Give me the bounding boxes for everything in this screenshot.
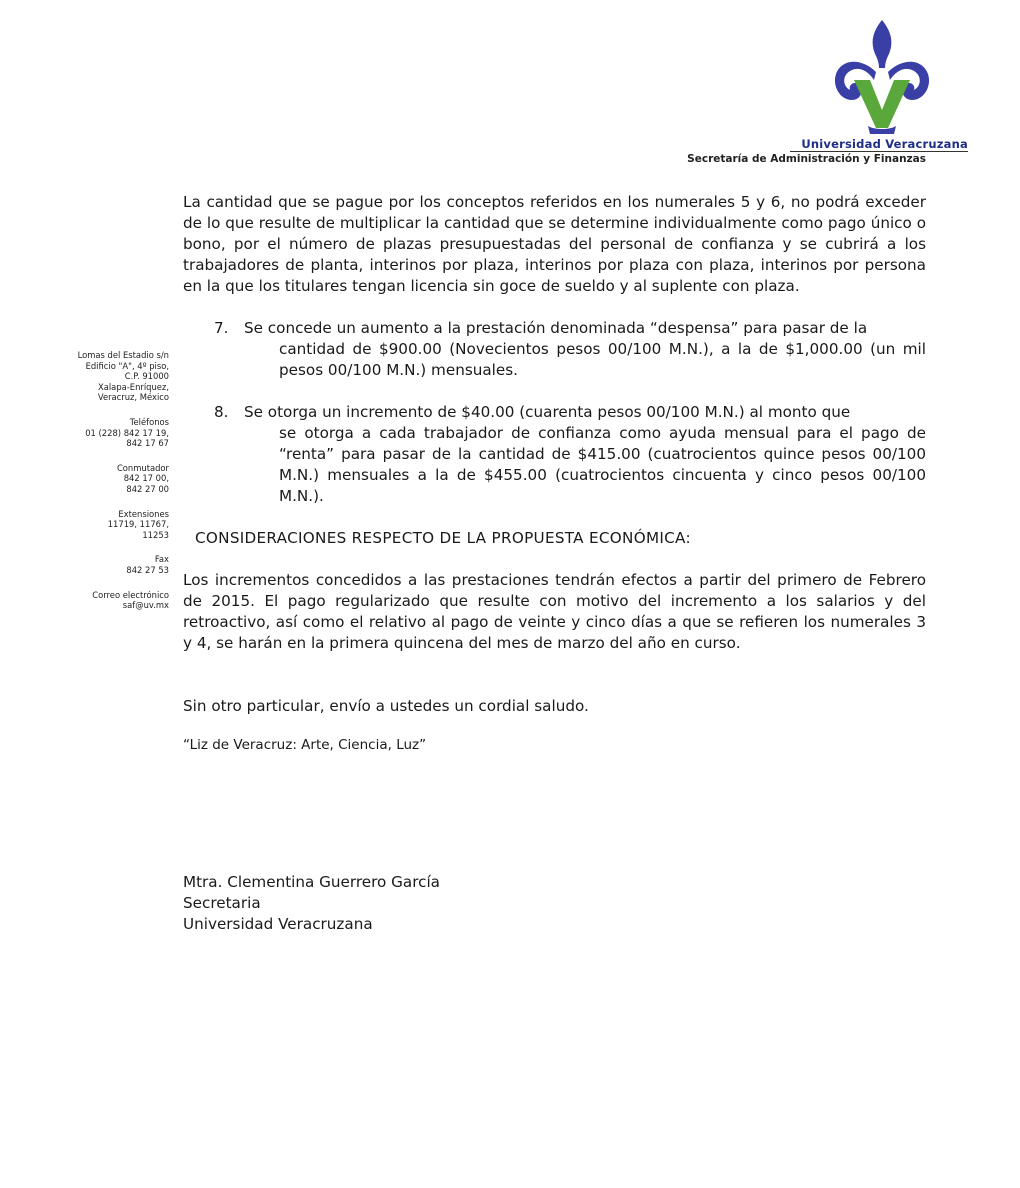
extensions-number: 11253 bbox=[142, 529, 169, 540]
signature-institution: Universidad Veracruzana bbox=[183, 915, 373, 933]
item-text: se otorga a cada trabajador de confianza como ayuda mensual para el pago de “renta” para pasar de la cantidad de $415.00 (cuatrocientos quince pesos 00/100 M.N.) mensuales a la de $455.00 (cuatrocientos cincuenta y cinco pesos 00/100 M.N.). bbox=[279, 424, 926, 505]
extensions-number: 11719, 11767, bbox=[107, 519, 169, 530]
universidad-veracruzana-logo-icon bbox=[832, 18, 932, 136]
intro-paragraph: La cantidad que se pague por los conceptos referidos en los numerales 5 y 6, no podrá exceder de lo que resulte de multiplicar la cantidad que se determine individualmente como pago único o bono, por el número de plazas presupuestadas del personal de confianza y se cubrirá a los trabajadores de planta, interinos por plaza, interinos por plaza con plaza, interinos por persona en la que los titulares tengan licencia sin goce de sueldo y al suplente con plaza. bbox=[183, 193, 926, 295]
extensions-block bbox=[40, 509, 169, 541]
email-address: saf@uv.mx bbox=[122, 600, 169, 611]
phones-block bbox=[40, 417, 169, 449]
email-label: Correo electrónico bbox=[92, 589, 169, 600]
department-name: Secretaría de Administración y Finanzas bbox=[687, 153, 926, 165]
email-block bbox=[40, 590, 169, 611]
address-line: Xalapa-Enríquez, bbox=[97, 381, 169, 392]
switchboard-label: Conmutador bbox=[116, 462, 169, 473]
item-first-line: Se otorga un incremento de $40.00 (cuarenta pesos 00/100 M.N.) al monto que bbox=[244, 403, 851, 421]
phones-label: Teléfonos bbox=[129, 416, 169, 427]
extensions-label: Extensiones bbox=[118, 508, 169, 519]
effects-paragraph: Los incrementos concedidos a las prestaciones tendrán efectos a partir del primero de Febrero de 2015. El pago regularizado que resulte con motivo del incremento a los salarios y del retroactivo, así como el relativo al pago de veinte y cinco días a que se refieren los numerales 3 y 4, se harán en la primera quincena del mes de marzo del año en curso. bbox=[183, 571, 926, 652]
item-text: cantidad de $900.00 (Novecientos pesos 00/100 M.N.), a la de $1,000.00 (un mil pesos 00/100 M.N.) mensuales. bbox=[279, 340, 926, 379]
fax-number: 842 27 53 bbox=[126, 564, 169, 575]
switchboard-block bbox=[40, 463, 169, 495]
institutional-motto: “Liz de Veracruz: Arte, Ciencia, Luz” bbox=[183, 737, 427, 753]
closing-line: Sin otro particular, envío a ustedes un cordial saludo. bbox=[183, 697, 589, 715]
signature-title: Secretaria bbox=[183, 894, 261, 912]
switchboard-number: 842 17 00, bbox=[123, 473, 169, 484]
list-item bbox=[183, 318, 926, 381]
address-line: Veracruz, México bbox=[97, 392, 169, 403]
signature-name: Mtra. Clementina Guerrero García bbox=[183, 873, 440, 891]
switchboard-number: 842 27 00 bbox=[126, 483, 169, 494]
item-first-line: Se concede un aumento a la prestación denominada “despensa” para pasar de la bbox=[244, 319, 868, 337]
fax-label: Fax bbox=[154, 554, 169, 565]
address-line: Edificio "A", 4º piso, bbox=[85, 360, 169, 371]
address-line: C.P. 91000 bbox=[124, 371, 169, 382]
contact-sidebar bbox=[40, 350, 169, 621]
letter-body bbox=[183, 192, 926, 935]
list-item bbox=[183, 402, 926, 507]
letterhead-divider bbox=[790, 151, 968, 152]
address-block bbox=[40, 350, 169, 403]
item-number: 8. bbox=[214, 403, 229, 421]
item-number: 7. bbox=[214, 319, 229, 337]
fax-block bbox=[40, 554, 169, 575]
address-line: Lomas del Estadio s/n bbox=[77, 350, 169, 360]
section-heading: CONSIDERACIONES RESPECTO DE LA PROPUESTA ECONÓMICA: bbox=[195, 529, 691, 547]
phone-number: 842 17 67 bbox=[126, 438, 169, 449]
phone-number: 01 (228) 842 17 19, bbox=[85, 427, 169, 438]
university-name: Universidad Veracruzana bbox=[801, 137, 968, 151]
